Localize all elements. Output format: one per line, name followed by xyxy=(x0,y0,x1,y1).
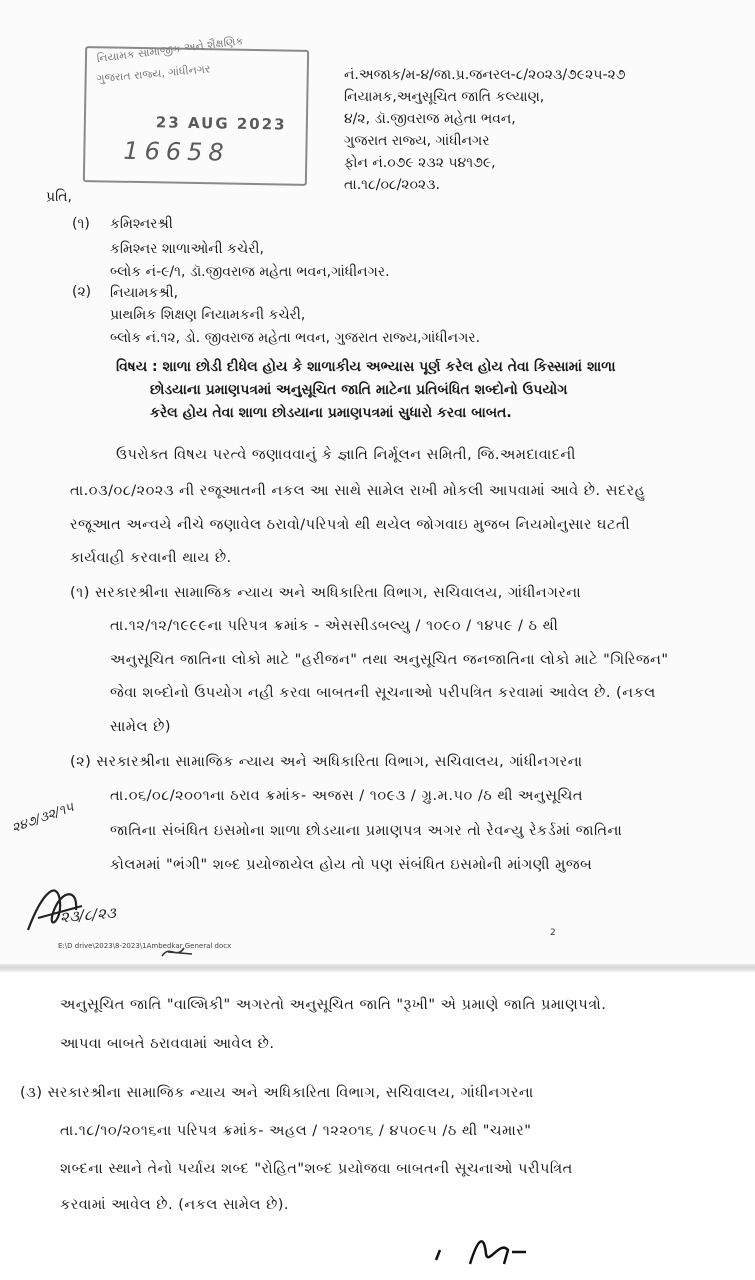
item-3-line-2: તા.૧૮/૧૦/૨૦૧૬ના પરિપત્ર ક્રમાંક- અહલ / ૧૨૨૦૧૬ / ૪૫૦૯૫ /ઠ થી "ચમાર" xyxy=(60,1123,532,1139)
sender-address-1: ૪/૨, ડૉ.જીવરાજ મહેતા ભવન, xyxy=(344,111,516,127)
recipient-1-number: (૧) xyxy=(72,216,90,232)
item-3-line-1: (૩) સરકારશ્રીના સામાજિક ન્યાય અને અધિકારિતા વિભાગ, સચિવાલય, ગાંધીનગરના xyxy=(20,1085,534,1101)
stamp-date: 23 AUG 2023 xyxy=(155,113,287,134)
item-2-line-3: જાતિના સંબંધિત ઇસમોના શાળા છોડયાના પ્રમાણપત્ર અગર તો રેવન્યુ રેકર્ડમાં જાતિના xyxy=(110,823,623,839)
recipient-2-office: પ્રાથમિક શિક્ષણ નિયામકની કચેરી, xyxy=(110,307,306,323)
recipient-2-title: નિયામકશ્રી, xyxy=(110,285,179,301)
sender-office: નિયામક,અનુસૂચિત જાતિ કલ્યાણ, xyxy=(344,89,545,105)
initials-date: ૨૩/૮/૨૩ xyxy=(59,903,117,927)
para-1-line-1: ઉપરોક્ત વિષય પરત્વે જણાવવાનું કે જ્ઞાતિ નિર્મૂલન સમિતી, જિ.અમદાવાદની xyxy=(116,447,576,463)
item-2-line-4: કોલમમાં "ભંગી" શબ્દ પ્રયોજાયેલ હોય તો પણ સંબંધિત ઇસમોની માંગણી મુજબ xyxy=(110,857,593,873)
recipient-2-number: (૨) xyxy=(72,284,92,300)
item-1-line-5: સામેલ છે) xyxy=(110,719,171,735)
prati-label: પ્રતિ, xyxy=(46,189,72,205)
item-1-line-3: અનુસૂચિત જાતિના લોકો માટે "હરીજન" તથા અનુસૂચિત જનજાતિના લોકો માટે "ગિરિજન" xyxy=(110,652,669,668)
page-number: 2 xyxy=(550,928,556,938)
item-1-line-4: જેવા શબ્દોનો ઉપયોગ નહી કરવા બાબતની સૂચનાઓ પરીપત્રિત કરવામાં આવેલ છે. (નકલ xyxy=(110,685,656,701)
letter-date: તા.૧૮/૦૮/૨૦૨૩. xyxy=(344,177,440,193)
sender-phone: ફોન નં.૦૭૯ ૨૩૨ ૫૪૧૭૯, xyxy=(344,155,496,171)
para-1-line-4: કાર્યવાહી કરવાની થાય છે. xyxy=(70,550,232,566)
footer-file-path: E:\D drive\2023\8-2023\1Ambedkar General docx xyxy=(58,942,232,950)
item-3-line-4: કરવામાં આવેલ છે. (નકલ સામેલ છે). xyxy=(60,1197,290,1213)
item-1-line-2: તા.૧૨/૧૨/૧૯૯૯ના પરિપત્ર ક્રમાંક - એસસીડબલ્યુ / ૧૦૯૦ / ૧૪૫૯ / ઠ થી xyxy=(110,618,559,634)
page2-line-2: આપવા બાબતે ઠરાવવામાં આવેલ છે. xyxy=(60,1036,275,1052)
subject-line-3: કરેલ હોય તેવા શાળા છોડયાના પ્રમાણપત્રમાં સુધારો કરવા બાબત. xyxy=(150,405,512,421)
item-3-line-3: શબ્દના સ્થાને તેનો પર્યાય શબ્દ "રોહિત"શબ્દ પ્રયોજવા બાબતની સૂચનાઓ પરીપત્રિત xyxy=(60,1161,573,1177)
director-signature xyxy=(430,1230,590,1270)
page2-line-1: અનુસૂચિત જાતિ "વાલ્મિકી" અગરતો અનુસૂચિત જાતિ "રૂખી" એ પ્રમાણે જાતિ પ્રમાણપત્રો. xyxy=(60,997,607,1013)
inward-stamp xyxy=(83,34,309,186)
item-2-line-1: (૨) સરકારશ્રીના સામાજિક ન્યાય અને અધિકારિતા વિભાગ, સચિવાલય, ગાંધીનગરના xyxy=(70,754,583,770)
stamp-inward-number: 16658 xyxy=(123,136,230,167)
item-1-line-1: (૧) સરકારશ્રીના સામાજિક ન્યાય અને અધિકારિતા વિભાગ, સચિવાલય, ગાંધીનગરના xyxy=(70,585,582,601)
stamp-line-1: નિયામક સામાજીક અને શૈક્ષણિક xyxy=(96,34,245,66)
para-1-line-3: રજૂઆત અન્વયે નીચે જણાવેલ ઠરાવો/પરિપત્રો થી થયેલ જોગવાઇ મુજબ નિયમોનુસાર ઘટતી xyxy=(70,517,631,533)
recipient-1-office: કમિશ્નર શાળાઓની કચેરી, xyxy=(110,241,264,257)
recipient-2-address: બ્લોક નં.૧૨, ડો. જીવરાજ મહેતા ભવન, ગુજરાત રાજ્ય,ગાંધીનગર. xyxy=(110,330,481,346)
subject-line-1: વિષય : શાળા છોડી દીધેલ હોય કે શાળાકીય અભ્યાસ પૂર્ણ કરેલ હોય તેવા કિસ્સામાં શાળા xyxy=(116,359,616,375)
letter-page-2 xyxy=(0,972,755,1280)
para-1-line-2: તા.૦૩/૦૮/૨૦૨૩ ની રજૂઆતની નકલ આ સાથે સામેલ રાખી મોકલી આપવામાં આવે છે. સદરહુ xyxy=(70,483,646,499)
margin-inward-note: ૨૪૭/૩૨/૧૫ xyxy=(10,799,76,837)
footer-pen-mark xyxy=(158,942,198,962)
reference-number: નં.અજાક/મ-૪/જા.પ્ર.જનરલ-૮/૨૦૨૩/૭૯૨૫-૨૭ xyxy=(344,67,626,83)
recipient-1-address: બ્લોક નં-૯/૧, ડૉ.જીવરાજ મહેતા ભવન,ગાંધીનગર. xyxy=(110,264,390,280)
sender-address-2: ગુજરાત રાજ્ય, ગાંધીનગર xyxy=(344,133,490,149)
page-separator xyxy=(0,964,755,972)
stamp-line-2: ગુજરાત રાજ્ય, ગાંધીનગર xyxy=(96,62,212,86)
recipient-1-title: કમિશ્નરશ્રી xyxy=(110,216,173,232)
item-2-line-2: તા.૦૬/૦૮/૨૦૦૧ના ઠરાવ ક્રમાંક- અજસ / ૧૦૯૩ / ગ્રુ.મ.૫૦ /ઠ થી અનુસૂચિત xyxy=(110,788,583,804)
subject-line-2: છોડયાના પ્રમાણપત્રમાં અનુસૂચિત જાતિ માટેના પ્રતિબંધિત શબ્દોનો ઉપયોગ xyxy=(150,382,568,398)
